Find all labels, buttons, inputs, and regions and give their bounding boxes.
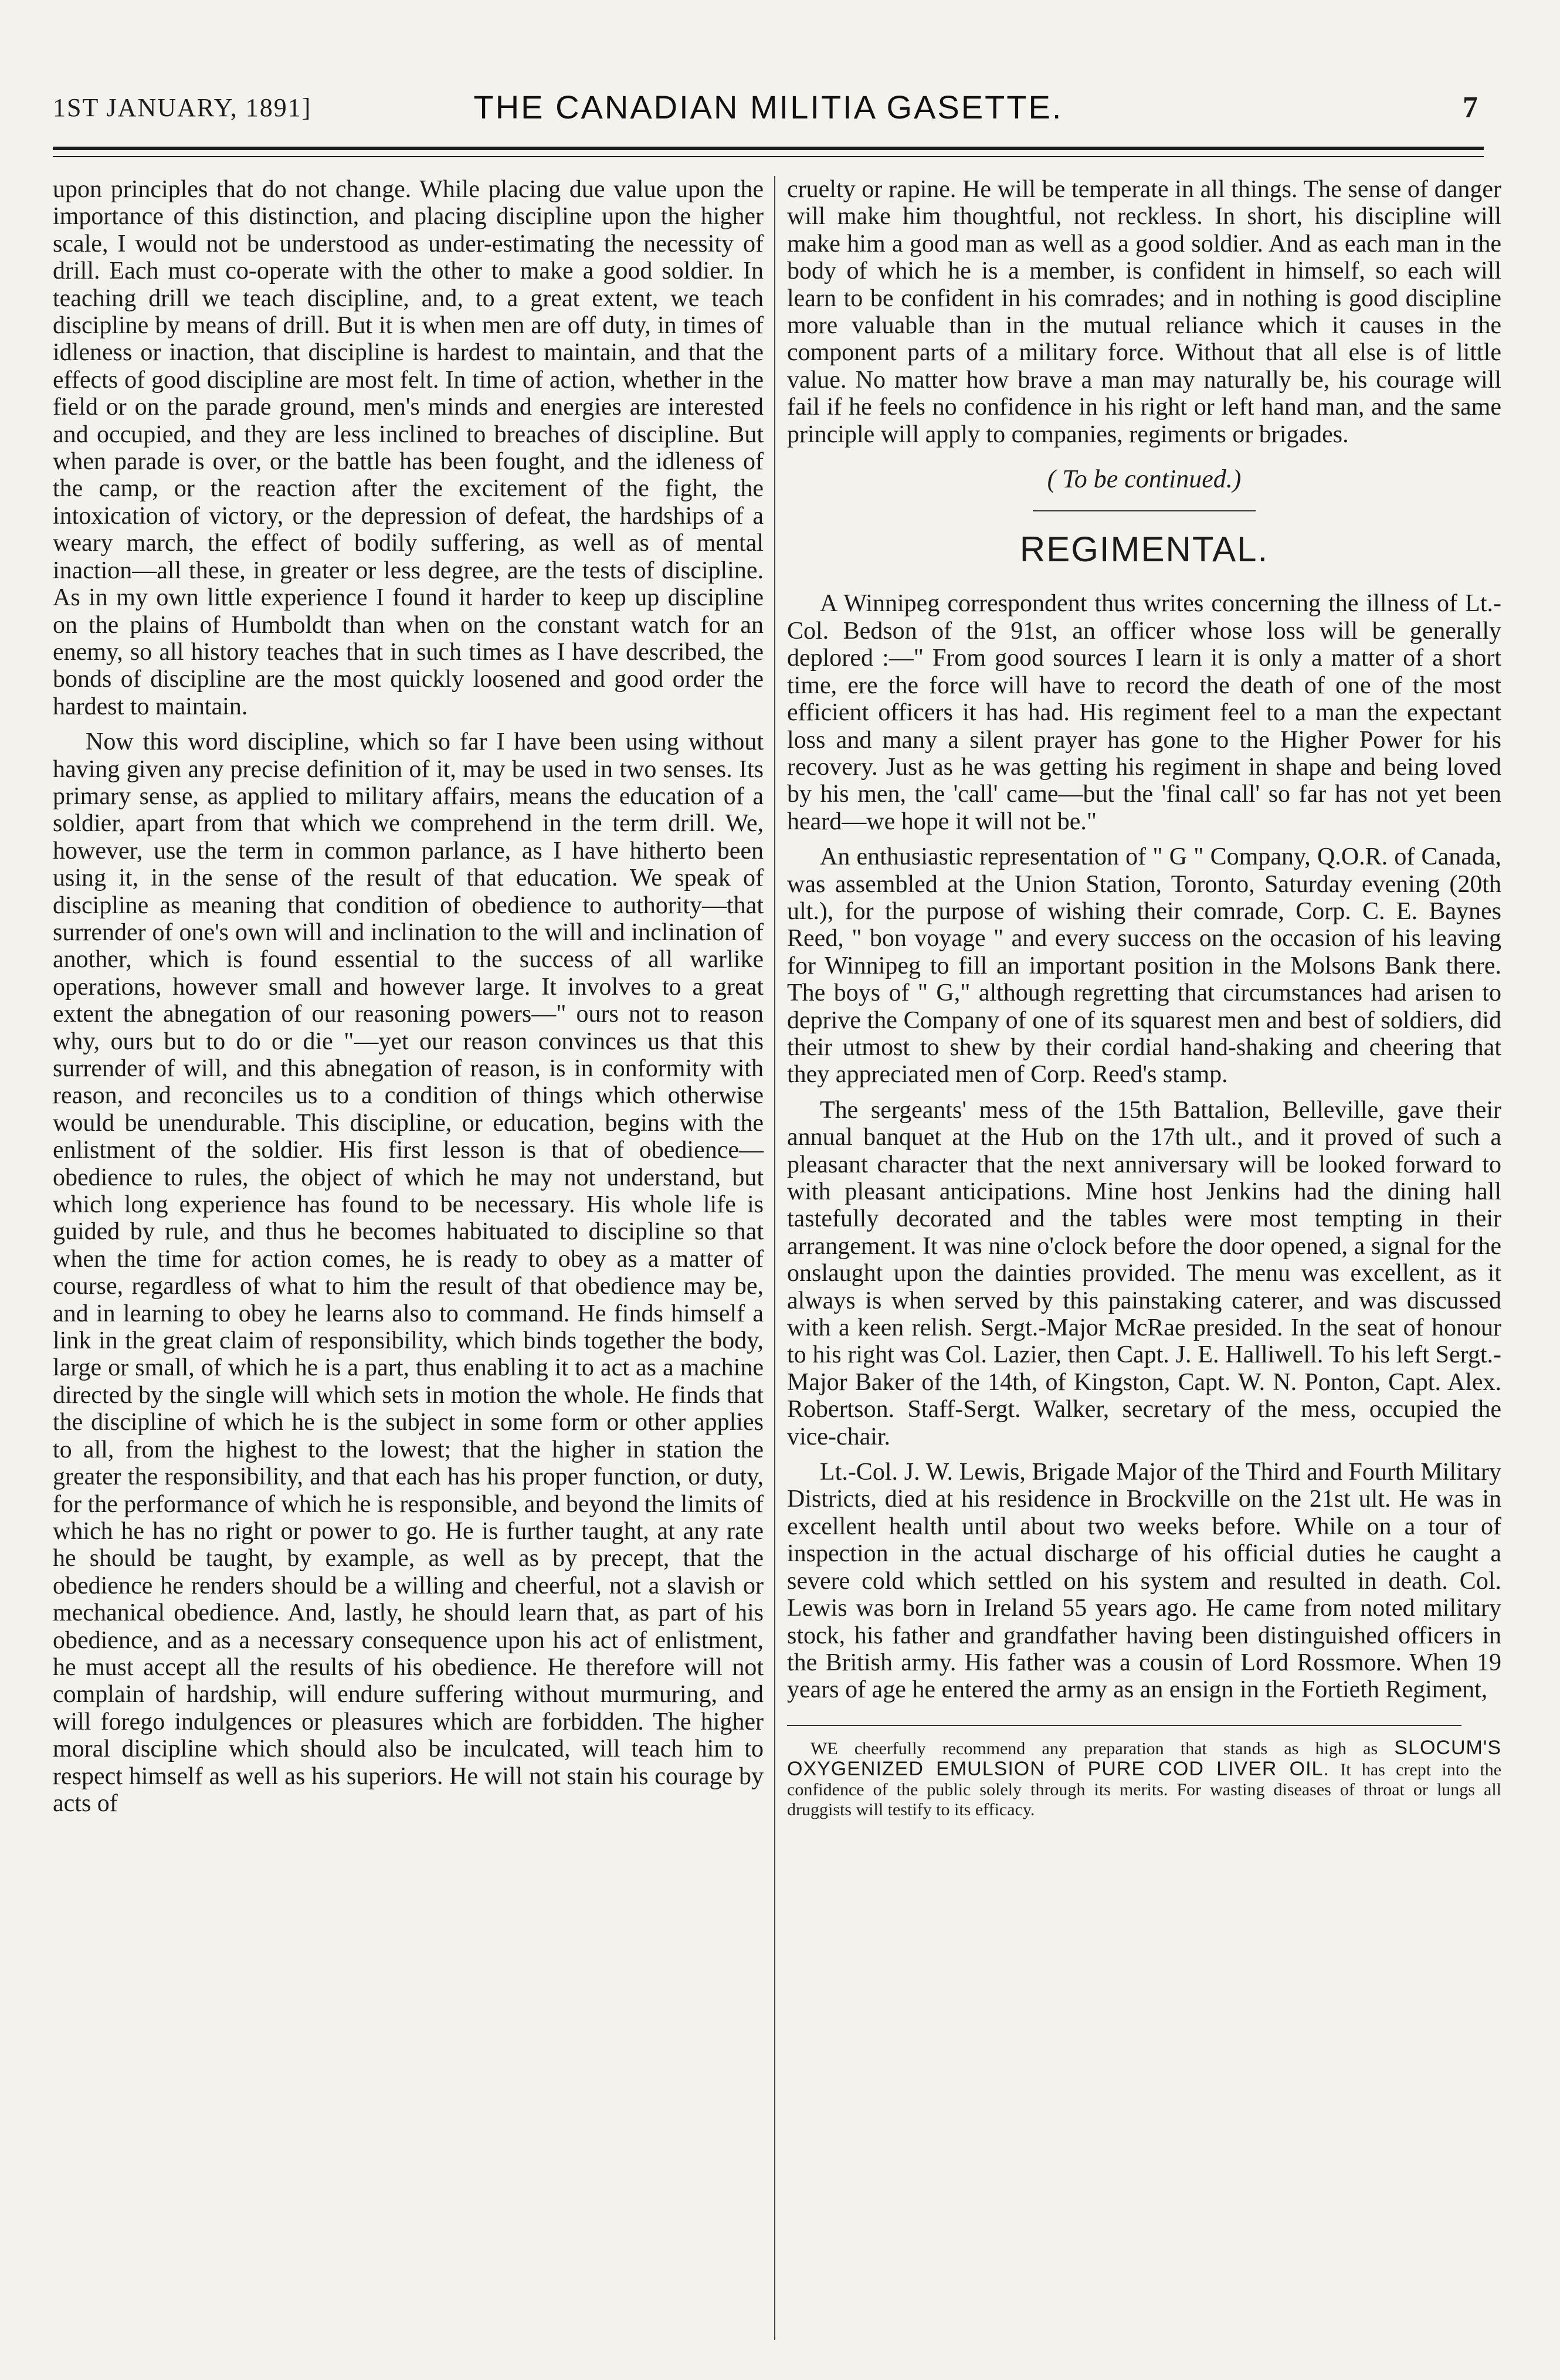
advertisement-rule [787,1725,1461,1726]
ad-body: It has crept into the confidence of the public solely through its merits. For wasting diseases of throat or lungs all druggists will testify to its efficacy. [787,1759,1502,1819]
news-item: The sergeants' mess of the 15th Battalion, Belleville, gave their annual banquet at the Hub on the 17th ult., and it proved of such a pleasant character that the next anniversary will be looked forward to with pleasant anticipations. Mine host Jenkins had the dining hall tastefully decorated and the tables were most tempting in their arrangement. It was nine o'clock before the door opened, a signal for the onslaught upon the dainties provided. The menu was excellent, as it always is when served by this painstaking caterer, and was discussed with a keen relish. Sergt.-Major McRae presided. In the seat of honour to his right was Col. Lazier, then Capt. J. E. Halliwell. To his left Sergt.-Major Baker of the 14th, of Kingston, Capt. W. N. Ponton, Capt. Alex. Robertson. Staff-Sergt. Walker, secretary of the mess, occupied the vice-chair. [787,1096,1501,1450]
section-heading-regimental: REGIMENTAL. [1019,530,1269,569]
ad-lead: WE cheerfully recommend any preparation that stands as high as [810,1738,1378,1758]
section-separator [1033,510,1256,511]
article-paragraph: cruelty or rapine. He will be temperate in all things. The sense of danger will make him thoughtful, not reckless. In short, his discipline will make him a good man as well as a good soldier. And as each man in the body of which he is a member, is confident in himself, so each will learn to be confident in his comrades; and in nothing is good discipline more valuable than in the mutual reliance which it causes in the component parts of a military force. Without that all else is of little value. No matter how brave a man may naturally be, his courage will fail if he feels no confidence in his right or left hand man, and the same principle will apply to companies, regiments or brigades. [787,176,1501,448]
ad-product-name: SLOCUM'S OXYGENIZED EMULSION of PURE COD LIVER OIL. [787,1736,1501,1780]
page-header [53,82,1484,135]
header-rule-thin [53,156,1484,157]
advertisement [787,1738,1501,1820]
news-item: A Winnipeg correspondent thus writes concerning the illness of Lt.-Col. Bedson of the 91st, an officer whose loss will be generally deplored :—" From good sources I learn it is only a matter of a short time, ere the force will have to record the death of one of the most efficient officers it has had. His regiment feel to a man the expectant loss and many a silent prayer has gone to the Higher Power for his recovery. Just as he was getting his regiment in shape and being loved by his men, the 'call' came—but the 'final call' so far has not yet been heard—we hope it will not be." [787,590,1501,835]
page-number: 7 [1463,91,1478,124]
right-column [787,176,1501,1820]
news-item: An enthusiastic representation of " G " Company, Q.O.R. of Canada, was assembled at the Union Station, Toronto, Saturday evening (20th ult.), for the purpose of wishing their comrade, Corp. C. E. Baynes Reed, " bon voyage " and every success on the occasion of his leaving for Winnipeg to fill an important position in the Molsons Bank there. The boys of " G," although regretting that circumstances had arisen to deprive the Company of one of its squarest men and best of soldiers, did their utmost to shew by their cordial hand-shaking and cheering that they appreciated men of Corp. Reed's stamp. [787,843,1501,1089]
left-column [53,176,764,1825]
issue-date: 1ST JANUARY, 1891] [53,93,312,122]
news-item: Lt.-Col. J. W. Lewis, Brigade Major of the Third and Fourth Military Districts, died at his residence in Brockville on the 21st ult. He was in excellent health until about two weeks before. While on a tour of inspection in the actual discharge of his official duties he caught a severe cold which settled on his system and resulted in death. Col. Lewis was born in Ireland 55 years ago. He came from noted military stock, his father and grandfather having been distinguished officers in the British army. His father was a cousin of Lord Rossmore. When 19 years of age he entered the army as an ensign in the Fortieth Regiment, [787,1459,1501,1704]
header-rule [53,147,1484,150]
article-paragraph: upon principles that do not change. While placing due value upon the importance of this distinction, and placing discipline upon the higher scale, I would not be understood as under-estimating the necessity of drill. Each must co-operate with the other to make a good soldier. In teaching drill we teach discipline, and, to a great extent, we teach discipline by means of drill. But it is when men are off duty, in times of idleness or inaction, that discipline is hardest to maintain, and that the effects of good discipline are most felt. In time of action, whether in the field or on the parade ground, men's minds and energies are interested and occupied, and they are less inclined to breaches of discipline. But when parade is over, or the battle has been fought, and the idleness of the camp, or the reaction after the excitement of the fight, the intoxication of victory, or the depression of defeat, the hardships of a weary march, the effect of bodily suffering, as well as of mental inaction—all these, in greater or less degree, are the tests of discipline. As in my own little experience I found it harder to keep up discipline on the plains of Humboldt than when on the constant watch for an enemy, so all history teaches that in such times as I have described, the bonds of discipline are the most quickly loosened and good order the hardest to maintain. [53,176,764,720]
article-paragraph: Now this word discipline, which so far I have been using without having given any precise definition of it, may be used in two senses. Its primary sense, as applied to military affairs, means the education of a soldier, apart from that which we comprehend in the term drill. We, however, use the term in common parlance, as I have hitherto been using it, in the sense of the result of that education. We speak of discipline as meaning that condition of obedience to authority—that surrender of one's own will and inclination to the will and inclination of another, which is found essential to the success of all warlike operations, however small and however large. It involves to a great extent the abnegation of our reasoning powers—" ours not to reason why, ours but to do or die "—yet our reason convinces us that this surrender of will, and this abnegation of reason, is in conformity with reason, and reconciles us to a condition of things which otherwise would be unendurable. This discipline, or education, begins with the enlistment of the soldier. His first lesson is that of obedience—obedience to rules, the object of which he may not understand, but which long experience has found to be necessary. His whole life is guided by rule, and thus he becomes habituated to discipline so that when the time for action comes, he is ready to obey as a matter of course, regardless of what to him the result of that obedience may be, and in learning to obey he learns also to command. He finds himself a link in the great claim of responsibility, which binds together the body, large or small, of which he is a part, thus enabling it to act as a machine directed by the single will which sets in motion the whole. He finds that the discipline of which he is the subject in some form or other applies to all, from the highest to the lowest; that the higher in station the greater the responsibility, and that each has his proper function, or duty, for the performance of which he is responsible, and beyond the limits of which he has no right or power to go. He is further taught, at any rate he should be taught, by example, as well as by precept, that the obedience he renders should be a willing and cheerful, not a slavish or mechanical obedience. And, lastly, he should learn that, as part of his obedience, and as a necessary consequence upon his act of enlistment, he must accept all the results of his obedience. He therefore will not complain of hardship, will endure suffering without murmuring, and will forego indulgences or pleasures which are forbidden. The higher moral discipline which should also be inculcated, will teach him to respect himself as well as his superiors. He will not stain his courage by acts of [53,728,764,1817]
to-be-continued-note: ( To be continued.) [1047,465,1242,494]
column-divider [774,176,775,2340]
publication-title: THE CANADIAN MILITIA GASETTE. [473,89,1063,126]
